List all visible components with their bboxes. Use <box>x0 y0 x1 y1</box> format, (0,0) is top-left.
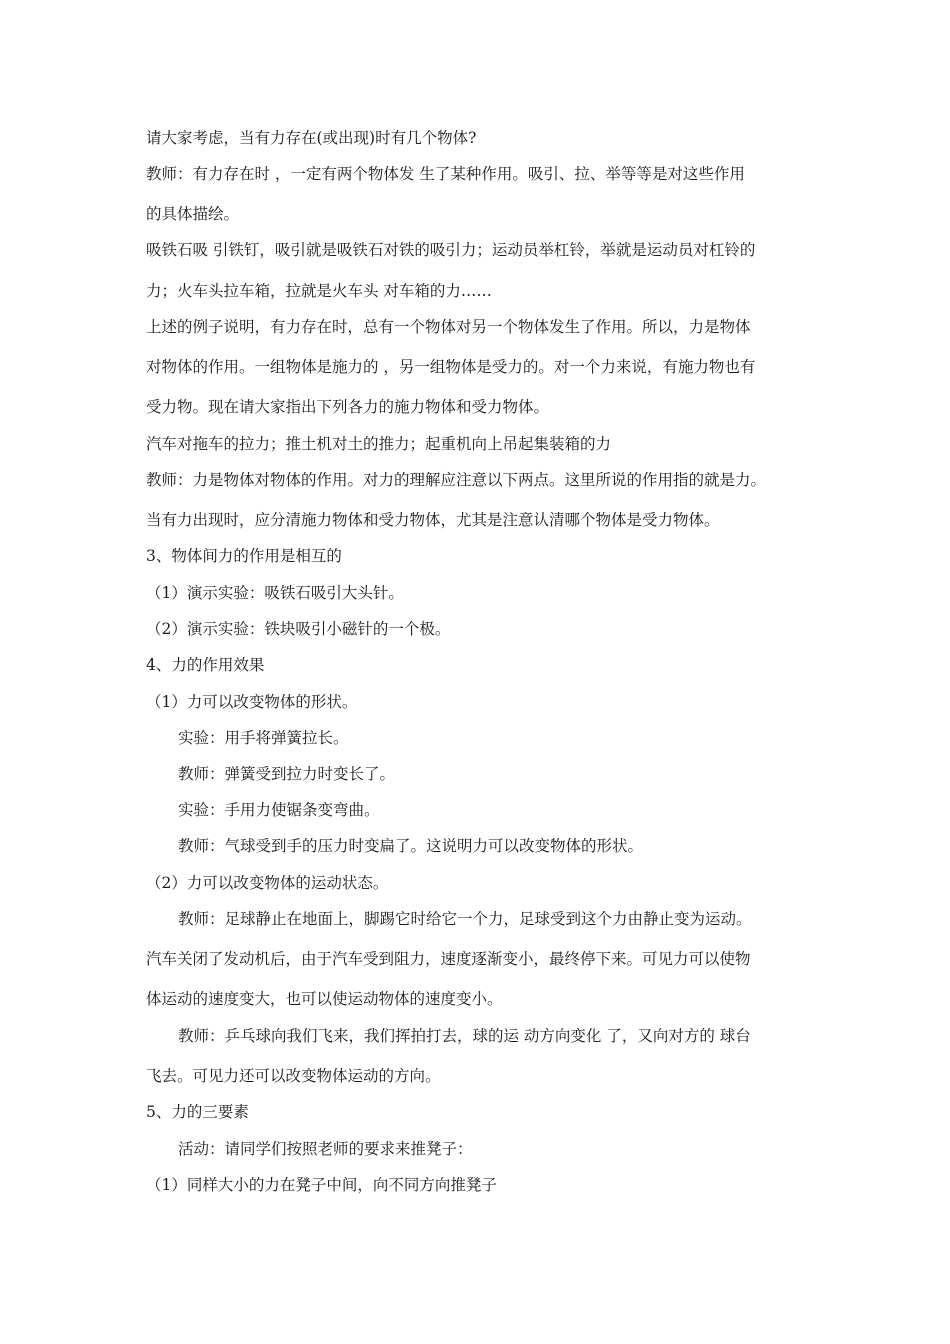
text-line: 活动：请同学们按照老师的要求来推凳子： <box>178 1140 473 1158</box>
text-line: 教师：气球受到手的压力时变扁了。这说明力可以改变物体的形状。 <box>178 837 644 855</box>
section-heading: 4、力的作用效果 <box>146 656 265 674</box>
text-line: 吸铁石吸 引铁钉，吸引就是吸铁石对铁的吸引力；运动员举杠铃，举就是运动员对杠铃的 <box>146 241 756 259</box>
text-line: 教师：足球静止在地面上，脚踢它时给它一个力，足球受到这个力由静止变为运动。 <box>178 910 752 928</box>
text-line: 当有力出现时，应分清施力物体和受力物体，尤其是注意认清哪个物体是受力物体。 <box>146 511 720 529</box>
text-line: 上述的例子说明，有力存在时，总有一个物体对另一个物体发生了作用。所以，力是物体 <box>146 318 751 336</box>
text-line: 请大家考虑，当有力存在(或出现)时有几个物体? <box>146 129 477 147</box>
list-item: （2）力可以改变物体的运动状态。 <box>146 874 389 892</box>
list-item: （1）力可以改变物体的形状。 <box>146 693 358 711</box>
text-line: 受力物。现在请大家指出下列各力的施力物体和受力物体。 <box>146 398 550 416</box>
list-item: （1）演示实验：吸铁石吸引大头针。 <box>146 584 404 602</box>
text-line: 汽车对拖车的拉力；推土机对土的推力；起重机向上吊起集装箱的力 <box>146 435 612 453</box>
text-line: 教师：乒乓球向我们飞来，我们挥拍打去，球的运 动方向变化 了，又向对方的 球台 <box>178 1027 751 1045</box>
text-line: 教师：弹簧受到拉力时变长了。 <box>178 765 396 783</box>
text-line: 实验：用手将弹簧拉长。 <box>178 729 349 747</box>
text-line: 教师：力是物体对物体的作用。对力的理解应注意以下两点。这里所说的作用指的就是力。 <box>146 471 767 489</box>
text-line: 汽车关闭了发动机后，由于汽车受到阻力，速度逐渐变小，最终停下来。可见力可以使物 <box>146 950 751 968</box>
text-line: 飞去。可见力还可以改变物体运动的方向。 <box>146 1067 441 1085</box>
text-line: 实验：手用力使锯条变弯曲。 <box>178 801 380 819</box>
list-item: （2）演示实验：铁块吸引小磁针的一个极。 <box>146 620 451 638</box>
text-line: 体运动的速度变大，也可以使运动物体的速度变小。 <box>146 990 503 1008</box>
section-heading: 5、力的三要素 <box>146 1103 249 1121</box>
list-item: （1）同样大小的力在凳子中间，向不同方向推凳子 <box>146 1176 497 1194</box>
text-line: 力；火车头拉车箱，拉就是火车头 对车箱的力…… <box>146 282 492 300</box>
section-heading: 3、物体间力的作用是相互的 <box>146 547 342 565</box>
text-line: 对物体的作用。一组物体是施力的 ，另一组物体是受力的。对一个力来说，有施力物也有 <box>146 358 756 376</box>
text-line: 教师：有力存在时 ，一定有两个物体发 生了某种作用。吸引、拉、举等等是对这些作用 <box>146 165 745 183</box>
text-line: 的具体描绘。 <box>146 205 240 223</box>
